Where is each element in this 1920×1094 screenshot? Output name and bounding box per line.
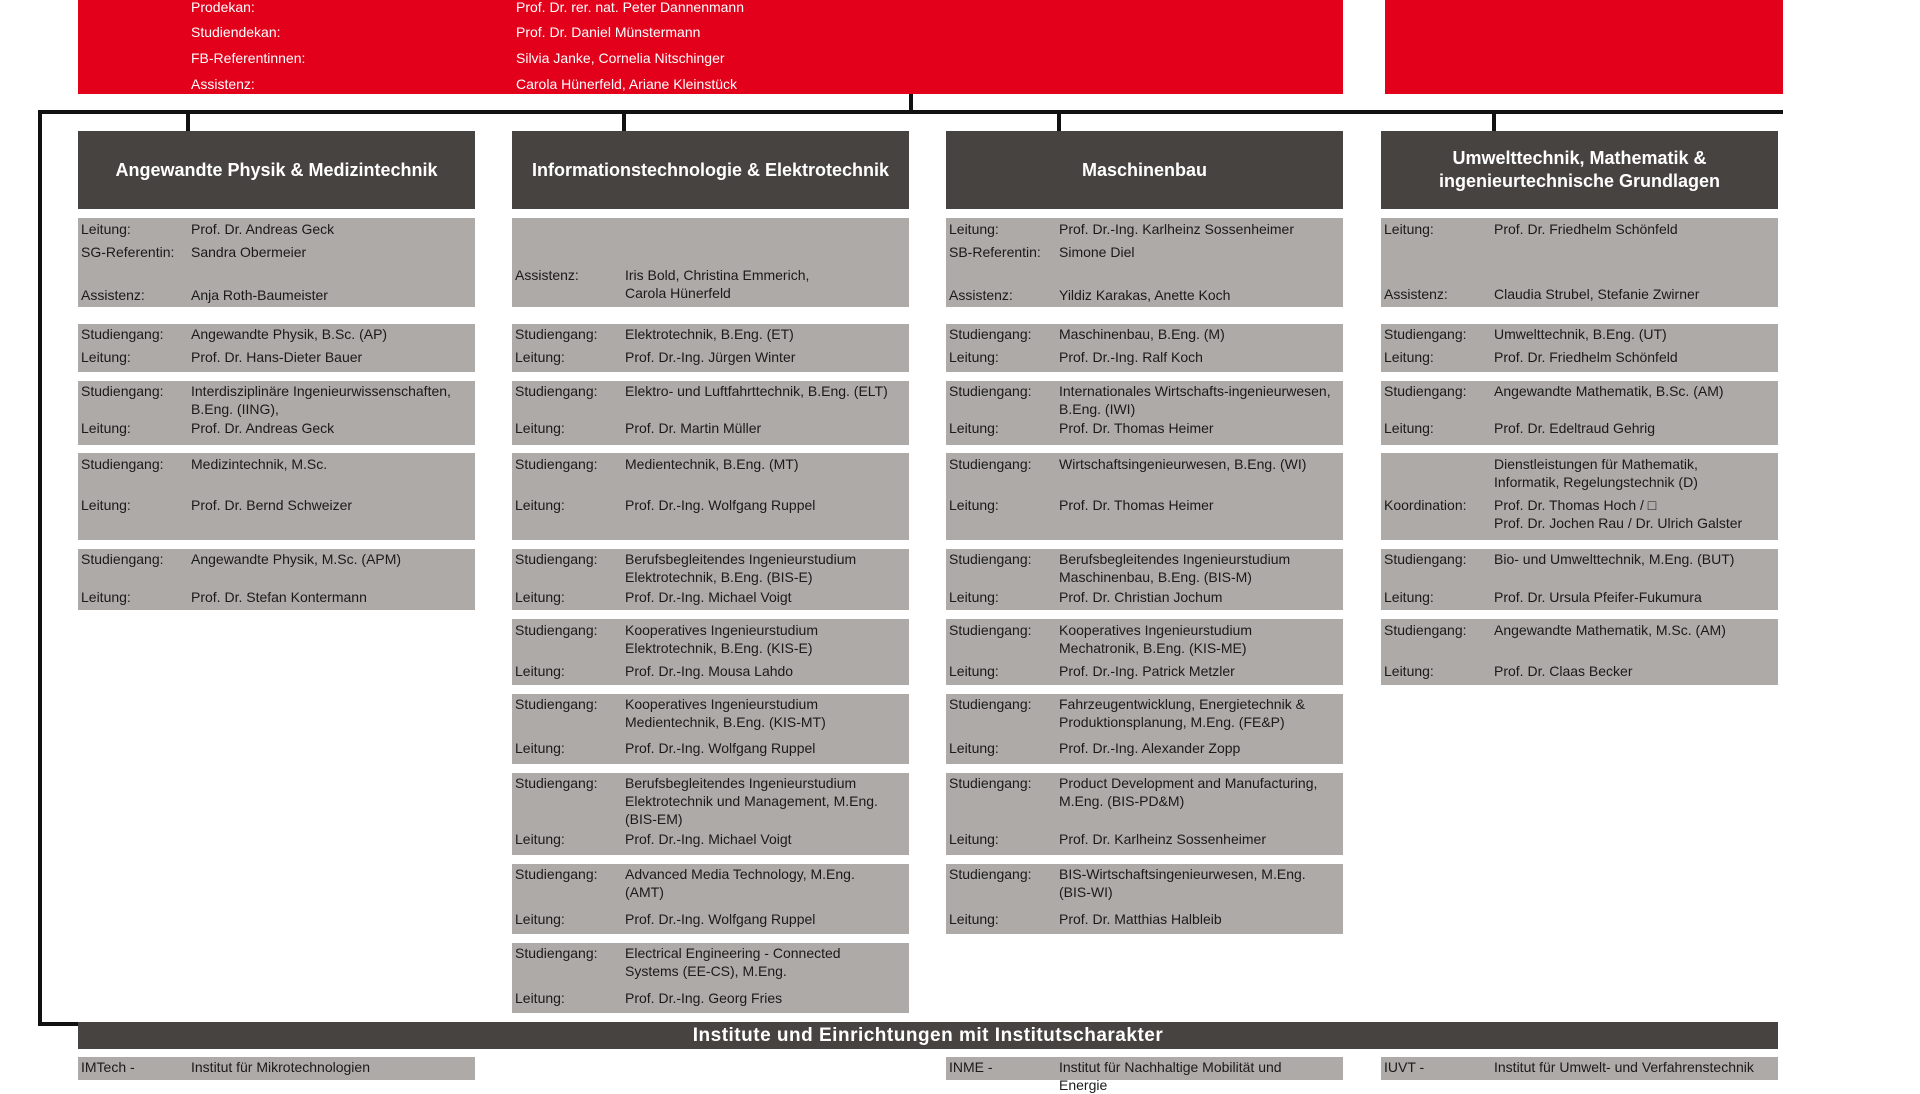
program-label: Leitung:: [1384, 349, 1434, 365]
connector-col2: [622, 112, 626, 132]
lead-box-environmental: [1381, 218, 1778, 307]
lead-label: Assistenz:: [949, 287, 1013, 303]
program-label: Studiengang:: [515, 456, 598, 472]
top-value-2: Silvia Janke, Cornelia Nitschinger: [516, 50, 725, 66]
program-name: Kooperatives Ingenieurstudium Mechatronik, B.Eng. (KIS-ME): [1059, 622, 1253, 656]
program-box: [512, 864, 909, 934]
dept-header-it: Informationstechnologie & Elektrotechnik: [512, 131, 909, 209]
program-label: Leitung:: [515, 831, 565, 847]
program-lead: Prof. Dr.-Ing. Wolfgang Ruppel: [625, 740, 816, 756]
program-name: Dienstleistungen für Mathematik, Informatik, Regelungstechnik (D): [1494, 456, 1698, 490]
top-value-0: Prof. Dr. rer. nat. Peter Dannenmann: [516, 0, 745, 15]
program-lead: Prof. Dr.-Ing. Michael Voigt: [625, 589, 792, 605]
institute-name: Institut für Nachhaltige Mobilität und Energie: [1059, 1059, 1282, 1093]
program-name: Product Development and Manufacturing, M.Eng. (BIS-PD&M): [1059, 775, 1318, 809]
program-name: Electrical Engineering - Connected Systems (EE-CS), M.Eng.: [625, 945, 841, 979]
program-lead: Prof. Dr. Ursula Pfeifer-Fukumura: [1494, 589, 1702, 605]
program-name: Angewandte Physik, M.Sc. (APM): [191, 551, 402, 567]
lead-value: Prof. Dr.-Ing. Karlheinz Sossenheimer: [1059, 221, 1294, 237]
program-box: [946, 453, 1343, 540]
program-name: Kooperatives Ingenieurstudium Elektrotechnik, B.Eng. (KIS-E): [625, 622, 819, 656]
program-label: Studiengang:: [81, 326, 164, 342]
program-name: Advanced Media Technology, M.Eng. (AMT): [625, 866, 855, 900]
program-label: Studiengang:: [949, 383, 1032, 399]
program-lead: Prof. Dr.-Ing. Jürgen Winter: [625, 349, 796, 365]
program-label: Studiengang:: [515, 383, 598, 399]
program-name: Elektro- und Luftfahrttechnik, B.Eng. (ELT): [625, 383, 888, 399]
lead-value: Prof. Dr. Andreas Geck: [191, 221, 335, 237]
program-lead: Prof. Dr. Andreas Geck: [191, 420, 335, 436]
program-label: Leitung:: [1384, 663, 1434, 679]
lead-box-physics: [78, 218, 475, 307]
program-box: [1381, 324, 1778, 372]
program-name: Berufsbegleitendes Ingenieurstudium Maschinenbau, B.Eng. (BIS-M): [1059, 551, 1291, 585]
program-label: Studiengang:: [515, 866, 598, 882]
program-label: Studiengang:: [515, 775, 598, 791]
program-label: Studiengang:: [949, 456, 1032, 472]
program-label: Leitung:: [949, 740, 999, 756]
program-label: Studiengang:: [1384, 383, 1467, 399]
program-name: Angewandte Mathematik, M.Sc. (AM): [1494, 622, 1726, 638]
program-label: Leitung:: [949, 497, 999, 513]
program-label: Studiengang:: [515, 551, 598, 567]
program-lead: Prof. Dr. Friedhelm Schönfeld: [1494, 349, 1678, 365]
program-label: Studiengang:: [515, 696, 598, 712]
program-lead: Prof. Dr. Thomas Hoch / □ Prof. Dr. Jochen Rau / Dr. Ulrich Galster: [1494, 497, 1743, 531]
program-name: Angewandte Physik, B.Sc. (AP): [191, 326, 388, 342]
program-lead: Prof. Dr. Thomas Heimer: [1059, 497, 1214, 513]
program-label: Leitung:: [515, 420, 565, 436]
program-name: Interdisziplinäre Ingenieurwissenschaften, B.Eng. (IING),: [191, 383, 451, 417]
program-lead: Prof. Dr. Hans-Dieter Bauer: [191, 349, 363, 365]
lead-label: SB-Referentin:: [949, 244, 1041, 260]
program-lead: Prof. Dr. Claas Becker: [1494, 663, 1633, 679]
institute-box: [78, 1057, 475, 1080]
institute-abbrev: IUVT -: [1384, 1059, 1425, 1075]
dept-header-mechanical: Maschinenbau: [946, 131, 1343, 209]
lead-value: Yildiz Karakas, Anette Koch: [1059, 287, 1231, 303]
program-box: [1381, 549, 1778, 610]
institute-box: [946, 1057, 1343, 1093]
program-lead: Prof. Dr.-Ing. Alexander Zopp: [1059, 740, 1241, 756]
program-name: Angewandte Mathematik, B.Sc. (AM): [1494, 383, 1724, 399]
lead-label: SG-Referentin:: [81, 244, 175, 260]
connector-col1: [186, 112, 190, 132]
program-label: Leitung:: [515, 740, 565, 756]
program-box: [512, 453, 909, 540]
program-lead: Prof. Dr.-Ing. Georg Fries: [625, 990, 783, 1006]
program-name: Wirtschaftsingenieurwesen, B.Eng. (WI): [1059, 456, 1307, 472]
program-label: Studiengang:: [949, 866, 1032, 882]
program-name: Berufsbegleitendes Ingenieurstudium Elektrotechnik und Management, M.Eng. (BIS-EM): [625, 775, 878, 827]
program-lead: Prof. Dr.-Ing. Michael Voigt: [625, 831, 792, 847]
program-label: Studiengang:: [1384, 326, 1467, 342]
program-label: Leitung:: [949, 420, 999, 436]
program-name: Maschinenbau, B.Eng. (M): [1059, 326, 1225, 342]
lead-box-it: [512, 218, 909, 307]
program-label: Koordination:: [1384, 497, 1467, 513]
top-label-2: FB-Referentinnen:: [191, 50, 306, 66]
program-label: Studiengang:: [949, 326, 1032, 342]
program-lead: Prof. Dr.-Ing. Wolfgang Ruppel: [625, 497, 816, 513]
program-name: Medientechnik, B.Eng. (MT): [625, 456, 799, 472]
dept-header-environmental: Umwelttechnik, Mathematik & ingenieurtechnische Grundlagen: [1381, 131, 1778, 209]
program-box: [512, 381, 909, 445]
top-label-1: Studiendekan:: [191, 24, 281, 40]
institute-name: Institut für Mikrotechnologien: [191, 1059, 370, 1075]
program-box: [1381, 381, 1778, 445]
program-box: [78, 324, 475, 372]
program-label: Leitung:: [515, 663, 565, 679]
program-label: Studiengang:: [81, 383, 164, 399]
lead-value: Simone Diel: [1059, 244, 1135, 260]
program-name: BIS-Wirtschaftsingenieurwesen, M.Eng. (BIS-WI): [1059, 866, 1306, 900]
program-box: [946, 324, 1343, 372]
program-name: Kooperatives Ingenieurstudium Medientechnik, B.Eng. (KIS-MT): [625, 696, 826, 730]
program-name: Elektrotechnik, B.Eng. (ET): [625, 326, 794, 342]
program-box: [512, 619, 909, 685]
program-box: [512, 694, 909, 764]
program-box: [946, 381, 1343, 445]
program-name: Berufsbegleitendes Ingenieurstudium Elektrotechnik, B.Eng. (BIS-E): [625, 551, 857, 585]
program-lead: Prof. Dr.-Ing. Ralf Koch: [1059, 349, 1203, 365]
top-value-3: Carola Hünerfeld, Ariane Kleinstück: [516, 76, 738, 92]
program-lead: Prof. Dr. Martin Müller: [625, 420, 762, 436]
program-label: Studiengang:: [1384, 551, 1467, 567]
program-label: Leitung:: [949, 911, 999, 927]
lead-label: Leitung:: [81, 221, 131, 237]
program-label: Studiengang:: [1384, 622, 1467, 638]
program-box: [946, 549, 1343, 610]
program-box: [946, 773, 1343, 855]
dept-header-physics: Angewandte Physik & Medizintechnik: [78, 131, 475, 209]
institute-box: [1381, 1057, 1778, 1080]
program-label: Studiengang:: [949, 551, 1032, 567]
lead-label: Assistenz:: [1384, 286, 1448, 302]
program-box: [1381, 619, 1778, 685]
program-label: Leitung:: [515, 911, 565, 927]
program-label: Studiengang:: [81, 551, 164, 567]
institute-abbrev: IMTech -: [81, 1059, 135, 1075]
lead-label: Leitung:: [949, 221, 999, 237]
program-lead: Prof. Dr. Karlheinz Sossenheimer: [1059, 831, 1266, 847]
program-lead: Prof. Dr.-Ing. Patrick Metzler: [1059, 663, 1235, 679]
program-lead: Prof. Dr. Christian Jochum: [1059, 589, 1223, 605]
program-name: Umwelttechnik, B.Eng. (UT): [1494, 326, 1667, 342]
program-box: [78, 381, 475, 445]
program-box: [512, 773, 909, 855]
program-box: [512, 324, 909, 372]
program-name: Bio- und Umwelttechnik, M.Eng. (BUT): [1494, 551, 1735, 567]
program-lead: Prof. Dr. Bernd Schweizer: [191, 497, 353, 513]
program-label: Leitung:: [1384, 589, 1434, 605]
top-label-3: Assistenz:: [191, 76, 255, 92]
program-box: [946, 864, 1343, 934]
lead-value: Iris Bold, Christina Emmerich, Carola Hünerfeld: [625, 267, 810, 301]
program-lead: Prof. Dr.-Ing. Wolfgang Ruppel: [625, 911, 816, 927]
program-label: Leitung:: [81, 349, 131, 365]
institute-abbrev: INME -: [949, 1059, 993, 1075]
program-lead: Prof. Dr.-Ing. Mousa Lahdo: [625, 663, 794, 679]
program-box: [512, 943, 909, 1013]
lead-label: Leitung:: [1384, 221, 1434, 237]
connector-bottom: [38, 1022, 80, 1026]
program-label: Studiengang:: [949, 696, 1032, 712]
program-label: Studiengang:: [515, 945, 598, 961]
lead-value: Sandra Obermeier: [191, 244, 307, 260]
lead-label: Assistenz:: [81, 287, 145, 303]
lead-box-mechanical: [946, 218, 1343, 307]
program-lead: Prof. Dr. Thomas Heimer: [1059, 420, 1214, 436]
program-label: Leitung:: [515, 349, 565, 365]
institute-name: Institut für Umwelt- und Verfahrenstechnik: [1494, 1059, 1754, 1075]
program-lead: Prof. Dr. Edeltraud Gehrig: [1494, 420, 1656, 436]
program-label: Leitung:: [515, 497, 565, 513]
program-label: Leitung:: [949, 589, 999, 605]
program-label: Leitung:: [515, 589, 565, 605]
program-label: Leitung:: [1384, 420, 1434, 436]
program-label: Leitung:: [81, 497, 131, 513]
connector-col3: [1057, 112, 1061, 132]
program-box: [1381, 453, 1778, 540]
program-name: Medizintechnik, M.Sc.: [191, 456, 328, 472]
lead-value: Anja Roth-Baumeister: [191, 287, 328, 303]
connector-left-vertical: [38, 110, 42, 1026]
program-box: [946, 694, 1343, 764]
program-label: Studiengang:: [81, 456, 164, 472]
lead-label: Assistenz:: [515, 267, 579, 283]
program-label: Studiengang:: [515, 326, 598, 342]
connector-col4: [1492, 112, 1496, 132]
institutes-bar: Institute und Einrichtungen mit Institutscharakter: [78, 1022, 1778, 1049]
top-value-1: Prof. Dr. Daniel Münstermann: [516, 24, 701, 40]
program-label: Leitung:: [949, 831, 999, 847]
lead-value: Claudia Strubel, Stefanie Zwirner: [1494, 286, 1700, 302]
program-label: Studiengang:: [515, 622, 598, 638]
connector-center-drop: [909, 94, 913, 112]
top-label-0: Prodekan:: [191, 0, 255, 15]
program-label: Leitung:: [515, 990, 565, 1006]
program-lead: Prof. Dr. Matthias Halbleib: [1059, 911, 1222, 927]
program-box: [78, 549, 475, 610]
program-lead: Prof. Dr. Stefan Kontermann: [191, 589, 367, 605]
program-label: Leitung:: [81, 589, 131, 605]
dean-office-panel: [78, 0, 1343, 94]
program-name: Fahrzeugentwicklung, Energietechnik & Produktionsplanung, M.Eng. (FE&P): [1059, 696, 1305, 730]
program-name: Internationales Wirtschafts-ingenieurwesen, B.Eng. (IWI): [1059, 383, 1331, 417]
program-label: Studiengang:: [949, 775, 1032, 791]
program-label: Studiengang:: [949, 622, 1032, 638]
right-red-panel: [1385, 0, 1783, 94]
lead-value: Prof. Dr. Friedhelm Schönfeld: [1494, 221, 1678, 237]
program-label: Leitung:: [81, 420, 131, 436]
program-label: Leitung:: [949, 663, 999, 679]
program-box: [78, 453, 475, 540]
program-label: Leitung:: [949, 349, 999, 365]
program-box: [512, 549, 909, 610]
program-box: [946, 619, 1343, 685]
